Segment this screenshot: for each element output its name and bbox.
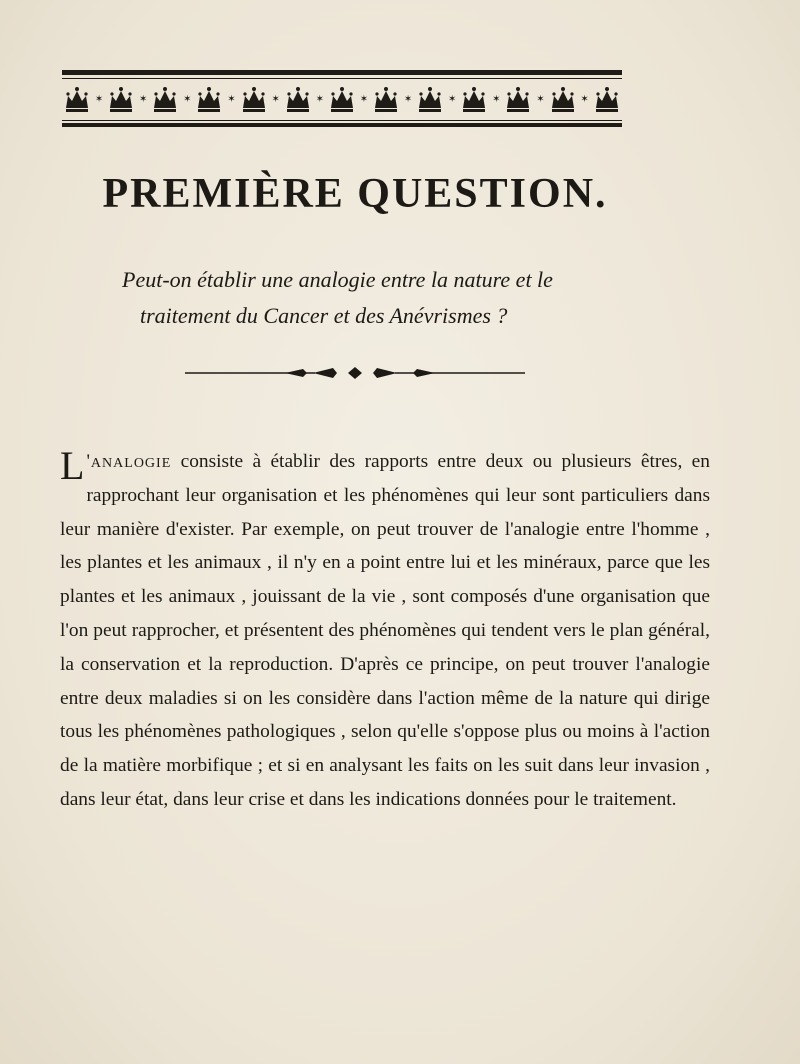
crown-icon bbox=[62, 84, 92, 114]
crown-fleuron-row bbox=[62, 84, 622, 114]
header-ornament bbox=[62, 64, 622, 132]
crown-icon bbox=[194, 84, 224, 114]
crown-icon bbox=[150, 84, 180, 114]
body-paragraph bbox=[60, 445, 710, 817]
crown-icon bbox=[327, 84, 357, 114]
star-icon: ✶ bbox=[227, 93, 236, 105]
ornament-bottom-rule bbox=[62, 123, 622, 127]
star-icon: ✶ bbox=[139, 93, 148, 105]
star-icon: ✶ bbox=[580, 93, 589, 105]
chapter-title: PREMIÈRE QUESTION. bbox=[102, 171, 608, 217]
star-icon: ✶ bbox=[94, 93, 104, 105]
crown-icon bbox=[503, 84, 533, 114]
crown-icon bbox=[283, 84, 313, 114]
crown-icon bbox=[239, 84, 269, 114]
crown-icon bbox=[415, 84, 445, 114]
lead-word: 'analogie bbox=[86, 451, 172, 472]
star-icon: ✶ bbox=[536, 93, 545, 105]
ornament-top-thin-rule bbox=[62, 78, 622, 79]
crown-icon bbox=[592, 84, 622, 114]
star-icon: ✶ bbox=[403, 93, 413, 105]
drop-cap: L bbox=[60, 443, 85, 488]
ornament-bottom-thin-rule bbox=[62, 120, 622, 121]
star-icon: ✶ bbox=[315, 93, 324, 105]
subtitle-line-1: Peut-on établir une analogie entre la nature et le bbox=[122, 267, 553, 292]
crown-icon bbox=[548, 84, 578, 114]
star-icon: ✶ bbox=[183, 93, 192, 105]
star-icon: ✶ bbox=[271, 93, 280, 105]
ornament-top-rule bbox=[62, 70, 622, 75]
star-icon: ✶ bbox=[448, 93, 457, 105]
star-icon: ✶ bbox=[492, 93, 501, 105]
section-divider bbox=[185, 366, 525, 380]
question-subtitle bbox=[100, 262, 620, 334]
crown-icon bbox=[459, 84, 489, 114]
paragraph-text: consiste à établir des rapports entre deux ou plusieurs êtres, en rapprochant leur organisation et les phénomènes qui leur sont particuliers dans leur manière d'exister. Par exemple, on peut trouver de l'analogie entre l'homme , les plantes et les animaux , il n'y en a point entre lui et les minéraux, parce que les plantes et les animaux , jouissant de la vie , sont composés d'une organisation que l'on peut rapprocher, et présentent des phénomènes qui tendent vers le plan général, la conservation et la reproduction. D'après ce principe, on peut trouver l'analogie entre deux maladies si on les considère dans l'action même de la nature qui dirige tous les phénomènes pathologiques , selon qu'elle s'oppose plus ou moins à l'action de la matière morbifique ; et si en analysant les faits on les suit dans leur invasion , dans leur état, dans leur crise et dans les indications données pour le traitement. bbox=[60, 451, 710, 810]
crown-icon bbox=[371, 84, 401, 114]
star-icon: ✶ bbox=[359, 93, 369, 105]
crown-icon bbox=[106, 84, 136, 114]
subtitle-line-2: traitement du Cancer et des Anévrismes ? bbox=[140, 303, 508, 328]
